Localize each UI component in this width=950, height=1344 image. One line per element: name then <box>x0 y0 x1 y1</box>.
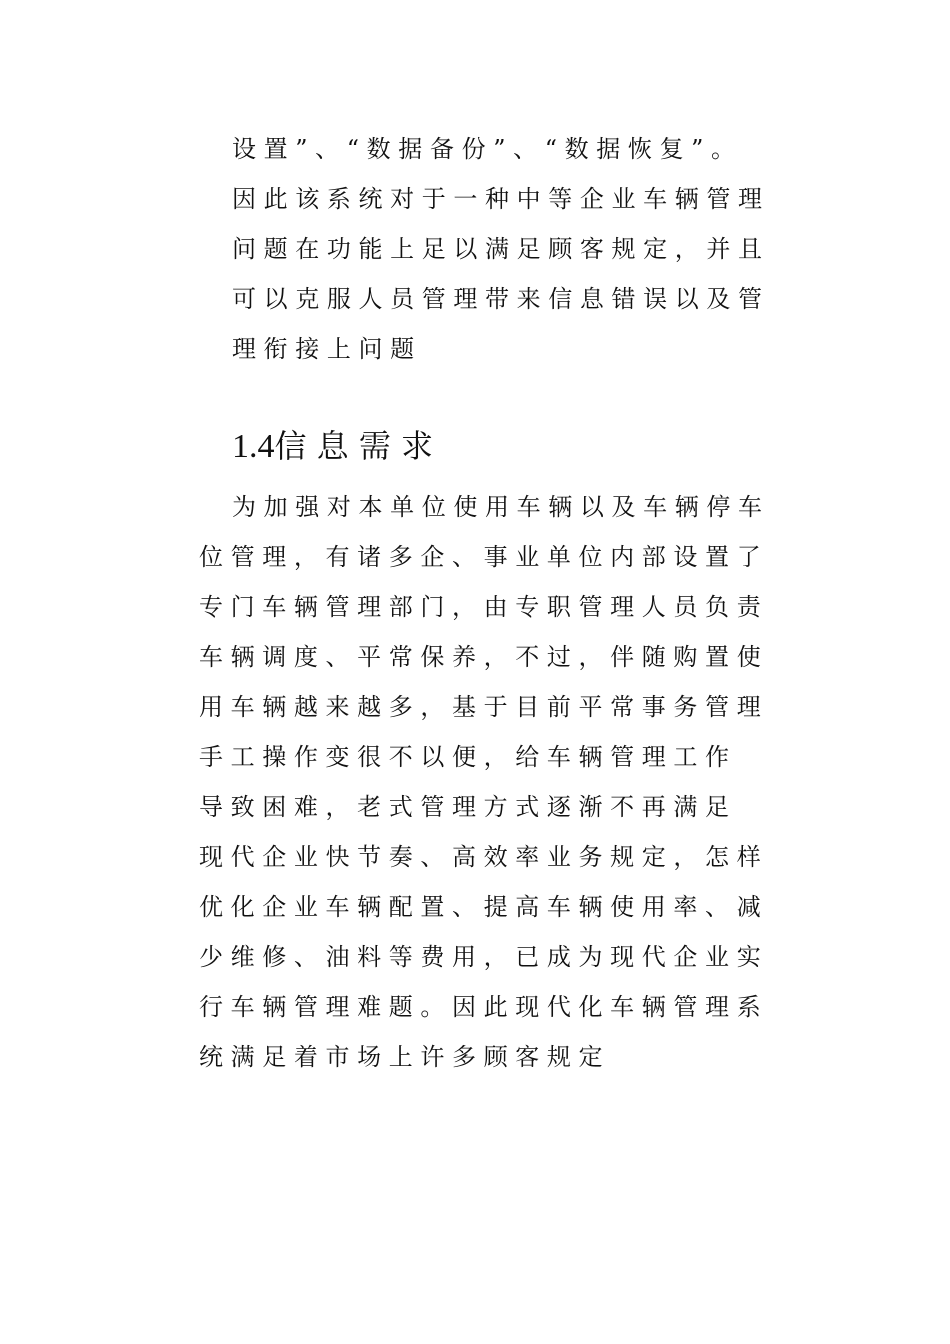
paragraph-line: 专 门 车 辆 管 理 部 门 ， 由 专 职 管 理 人 员 负 责 <box>199 593 761 621</box>
paragraph-line: 车 辆 调 度 、 平 常 保 养 ， 不 过 ， 伴 随 购 置 使 <box>199 643 761 671</box>
paragraph-line: 位 管 理 ， 有 诸 多 企 、 事 业 单 位 内 部 设 置 了 <box>199 543 761 571</box>
paragraph-line: 因 此 该 系 统 对 于 一 种 中 等 企 业 车 辆 管 理 <box>232 185 763 213</box>
paragraph-line: 少 维 修 、 油 料 等 费 用 ， 已 成 为 现 代 企 业 实 <box>199 943 761 971</box>
paragraph-line: 导 致 困 难 ， 老 式 管 理 方 式 逐 渐 不 再 满 足 <box>199 793 730 821</box>
paragraph-line: 设 置 ” 、 “ 数 据 备 份 ” 、 “ 数 据 恢 复 ” 。 <box>232 135 736 163</box>
paragraph-line: 问 题 在 功 能 上 足 以 满 足 顾 客 规 定 ， 并 且 <box>232 235 763 263</box>
paragraph-line: 理 衔 接 上 问 题 <box>232 335 415 363</box>
paragraph-line: 优 化 企 业 车 辆 配 置 、 提 高 车 辆 使 用 率 、 减 <box>199 893 761 921</box>
paragraph-line: 行 车 辆 管 理 难 题 。 因 此 现 代 化 车 辆 管 理 系 <box>199 993 761 1021</box>
paragraph-line: 统 满 足 着 市 场 上 许 多 顾 客 规 定 <box>199 1043 603 1071</box>
paragraph-line: 手 工 操 作 变 很 不 以 便 ， 给 车 辆 管 理 工 作 <box>199 743 730 771</box>
paragraph-line: 为 加 强 对 本 单 位 使 用 车 辆 以 及 车 辆 停 车 <box>232 493 763 521</box>
section-title: 信 息 需 求 <box>274 427 434 465</box>
paragraph-line: 用 车 辆 越 来 越 多 ， 基 于 目 前 平 常 事 务 管 理 <box>199 693 761 721</box>
paragraph-line: 现 代 企 业 快 节 奏 、 高 效 率 业 务 规 定 ， 怎 样 <box>199 843 761 871</box>
section-heading <box>232 424 433 474</box>
paragraph-line: 可 以 克 服 人 员 管 理 带 来 信 息 错 误 以 及 管 <box>232 285 763 313</box>
section-number: 1.4 <box>232 428 275 465</box>
